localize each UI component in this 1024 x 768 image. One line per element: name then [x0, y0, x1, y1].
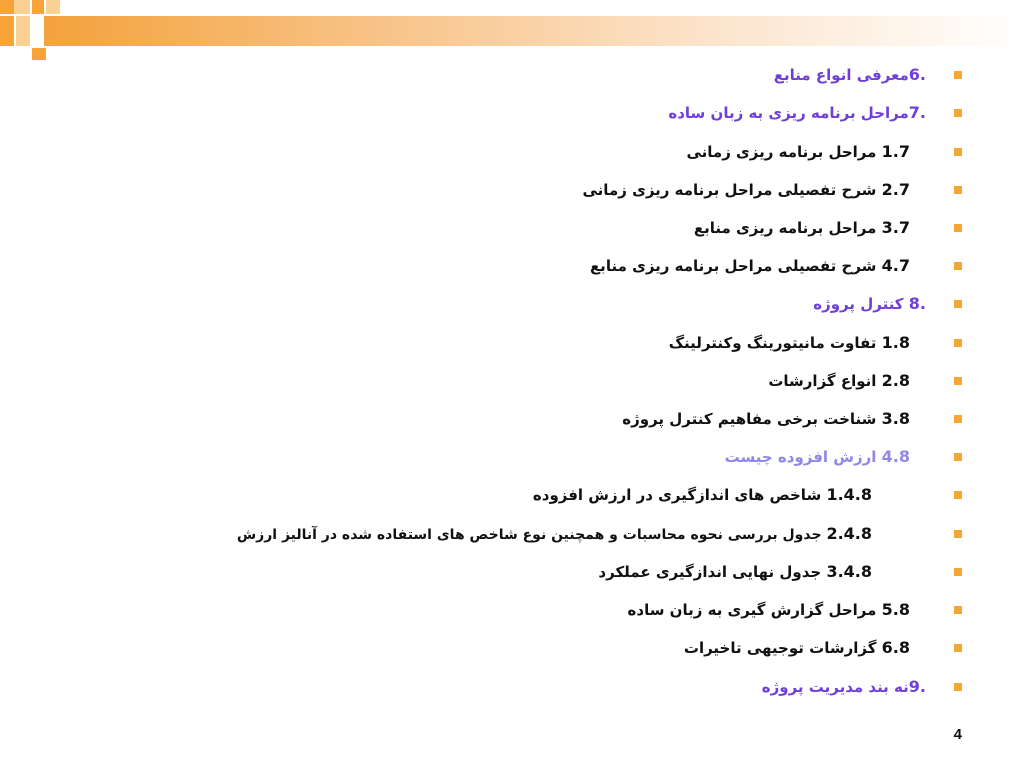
- outline-item-label: گزارشات توجیهی تاخیرات: [683, 639, 877, 657]
- decor-square: [14, 0, 30, 14]
- outline-item: [182, 177, 962, 203]
- outline-item-number: 2.4.8: [826, 523, 872, 543]
- outline-item-label: انواع گزارشات: [768, 372, 877, 390]
- outline-item-label: جدول نهایی اندازگیری عملکرد: [598, 563, 822, 581]
- outline-item: [182, 559, 962, 585]
- decor-square: [46, 0, 60, 14]
- decor-square: [32, 0, 44, 14]
- outline-item-number: 2.8: [881, 371, 910, 390]
- outline-item-label: شرح تفصیلی مراحل برنامه ریزی زمانی: [582, 181, 877, 199]
- outline-item-text: [774, 62, 962, 88]
- outline-item-text: [533, 482, 962, 508]
- outline-item-text: [686, 139, 962, 165]
- outline-item-label: جدول بررسی نحوه محاسبات و همچنین نوع شاخص های استفاده شده در آنالیز ارزش: [236, 526, 822, 543]
- outline-item-label: ارزش افزوده چیست: [724, 448, 877, 466]
- outline-item-number: 6.8: [881, 638, 910, 657]
- outline-item: [182, 253, 962, 279]
- outline-item-number: 7.: [908, 103, 926, 122]
- outline-item: [182, 100, 962, 126]
- outline-item-number: 8.: [908, 294, 926, 313]
- outline-item-number: 4.7: [881, 256, 910, 275]
- outline-item-text: [768, 368, 962, 394]
- bullet-icon: [954, 109, 962, 117]
- bullet-icon: [954, 339, 962, 347]
- bullet-icon: [954, 530, 962, 538]
- bullet-icon: [954, 683, 962, 691]
- outline-item-text: [684, 635, 962, 661]
- bullet-icon: [954, 606, 962, 614]
- outline-item-number: 2.7: [881, 180, 910, 199]
- outline-item-number: 3.8: [881, 409, 910, 428]
- outline-item-label: مراحل برنامه ریزی منابع: [693, 219, 877, 237]
- decor-square: [16, 16, 30, 46]
- outline-item-text: [628, 597, 962, 623]
- header-banner: [44, 16, 1024, 46]
- outline-item-number: 1.7: [881, 142, 910, 161]
- outline-item-text: [622, 406, 962, 432]
- outline-item-label: شناخت برخی مفاهیم کنترل پروژه: [622, 410, 877, 428]
- outline-item: [182, 521, 962, 547]
- outline-item-number: 9.: [908, 677, 926, 696]
- outline-item-label: شاخص های اندازگیری در ارزش افزوده: [532, 486, 822, 504]
- bullet-icon: [954, 568, 962, 576]
- bullet-icon: [954, 491, 962, 499]
- outline-item: [182, 597, 962, 623]
- outline-item-text: [725, 444, 962, 470]
- bullet-icon: [954, 415, 962, 423]
- outline-item-label: مراحل برنامه ریزی زمانی: [686, 143, 877, 161]
- outline-item: [182, 368, 962, 394]
- outline-item-label: شرح تفصیلی مراحل برنامه ریزی منابع: [589, 257, 877, 275]
- outline-item-text: [237, 521, 962, 548]
- outline-item: [182, 330, 962, 356]
- outline-item-number: 3.4.8: [826, 562, 872, 581]
- outline-item-text: [583, 177, 963, 203]
- outline-item-text: [669, 330, 962, 356]
- outline-item-text: [598, 559, 962, 585]
- bullet-icon: [954, 644, 962, 652]
- bullet-icon: [954, 224, 962, 232]
- outline-item-text: [694, 215, 962, 241]
- outline-item-number: 4.8: [881, 447, 910, 466]
- outline-item: [182, 635, 962, 661]
- outline-item: [182, 291, 962, 317]
- outline-item: [182, 62, 962, 88]
- outline-item-highlighted: [182, 444, 962, 470]
- decor-square: [32, 48, 46, 60]
- outline-item-text: [762, 674, 962, 700]
- outline-item-number: 1.4.8: [826, 485, 872, 504]
- decor-square: [0, 16, 14, 46]
- outline-item-text: [668, 100, 962, 126]
- outline-item: [182, 139, 962, 165]
- bullet-icon: [954, 453, 962, 461]
- outline-item-label: معرفی انواع منابع: [773, 66, 909, 84]
- outline-item-label: مراحل برنامه ریزی به زبان ساده: [668, 104, 909, 122]
- bullet-icon: [954, 262, 962, 270]
- header-decoration: [0, 0, 1024, 64]
- outline-item: [182, 482, 962, 508]
- outline-item-text: [590, 253, 962, 279]
- outline-item-label: نه بند مدیریت پروژه: [761, 678, 909, 696]
- bullet-icon: [954, 377, 962, 385]
- outline-item: [182, 215, 962, 241]
- outline-item-number: 3.7: [881, 218, 910, 237]
- outline-item: [182, 406, 962, 432]
- page-number: 4: [953, 726, 962, 743]
- outline-item-number: 1.8: [881, 333, 910, 352]
- bullet-icon: [954, 148, 962, 156]
- outline-item-label: کنترل پروژه: [813, 295, 904, 313]
- outline-item-text: [813, 291, 962, 317]
- bullet-icon: [954, 71, 962, 79]
- bullet-icon: [954, 300, 962, 308]
- decor-square: [0, 0, 14, 14]
- outline-item: [182, 674, 962, 700]
- outline-item-number: 5.8: [881, 600, 910, 619]
- outline-item-number: 6.: [908, 65, 926, 84]
- outline-item-label: مراحل گزارش گیری به زبان ساده: [627, 601, 877, 619]
- bullet-icon: [954, 186, 962, 194]
- outline-item-label: تفاوت مانیتورینگ وکنترلینگ: [668, 334, 877, 352]
